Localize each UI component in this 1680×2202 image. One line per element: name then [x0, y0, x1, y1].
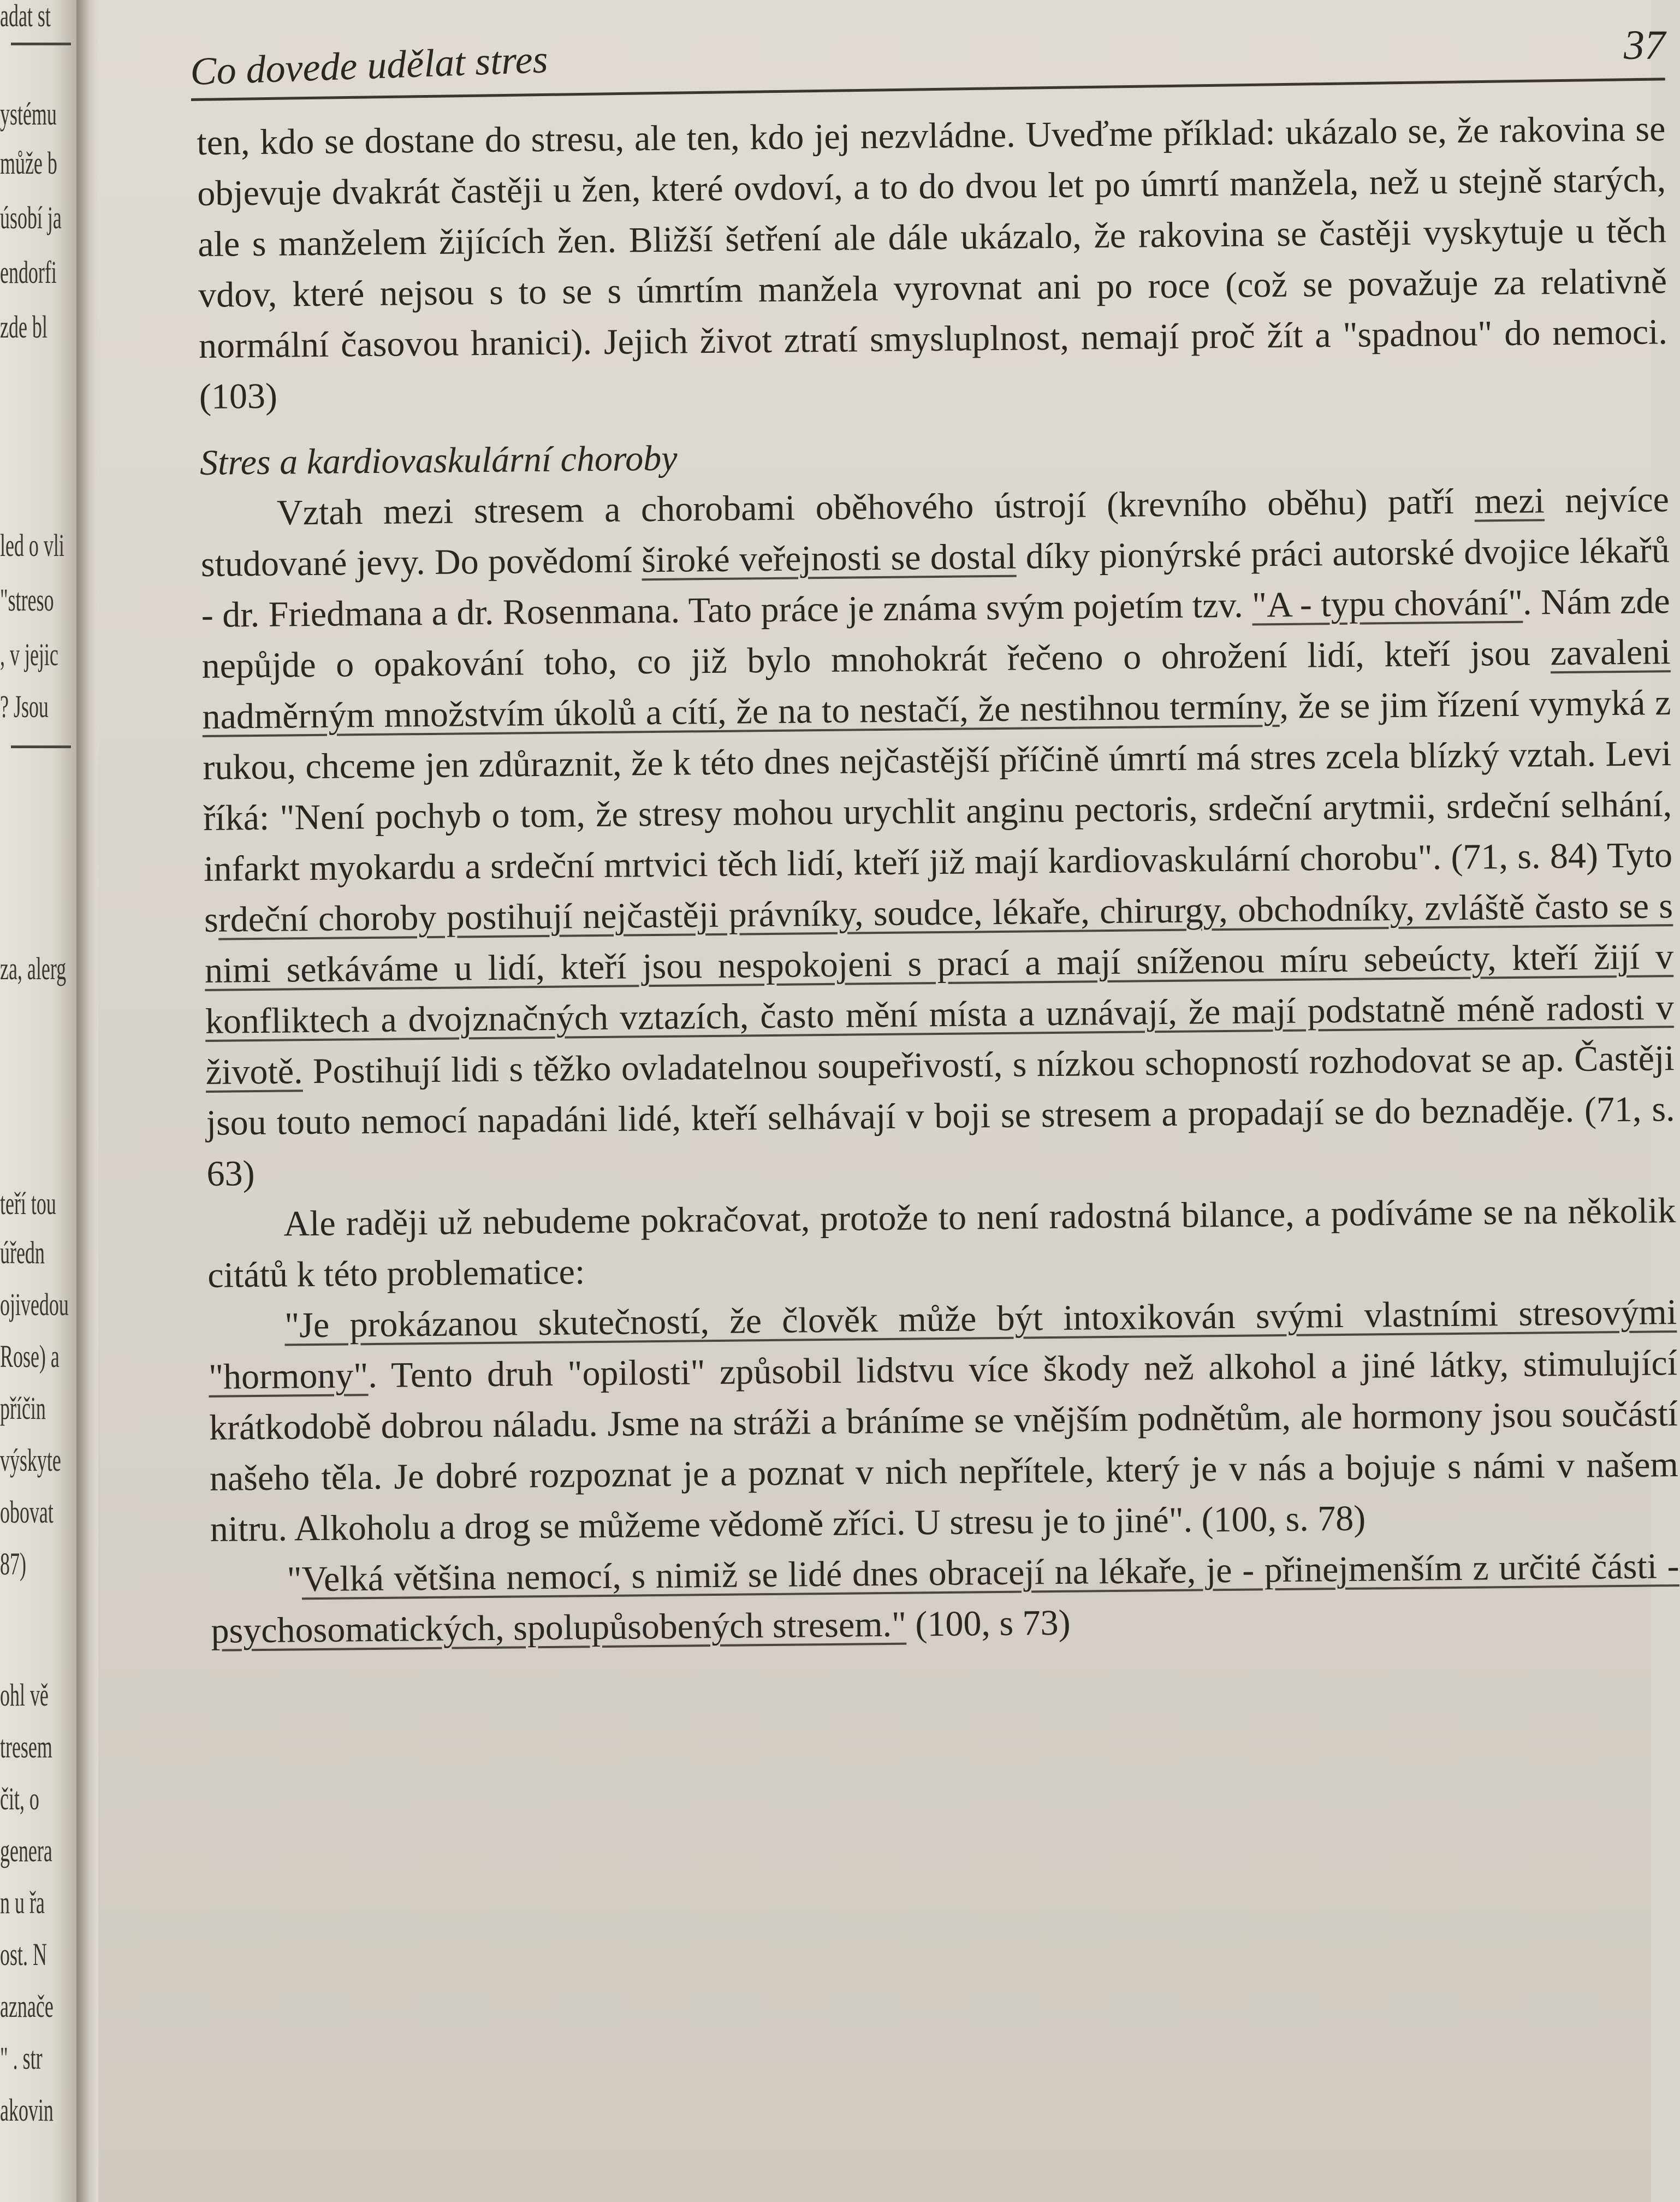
quotation — [208, 1287, 1679, 1555]
text-run: díky pionýrské práci autorské dvojice lékařů - dr. Friedmana a dr. Rosenmana. Tato práce je známa svým pojetím tzv. — [201, 530, 1670, 635]
quotation — [210, 1541, 1680, 1656]
left-page-fragment: obovat — [0, 1494, 54, 1530]
left-page-fragment: led o vli — [0, 528, 64, 563]
text-run: . Nám zde nepůjde o opakování toho, co již bylo mnohokrát řečeno o ohrožení lidí, kteří jsou — [201, 581, 1670, 686]
left-page-fragment: za, alerg — [0, 951, 67, 986]
page-header — [191, 22, 1665, 104]
left-page-fragment: ? Jsou — [0, 689, 49, 724]
left-page-fragment: n u řa — [0, 1885, 45, 1920]
left-page-fragment: úředn — [0, 1235, 45, 1270]
underlined-text: "A - typu chování" — [1251, 582, 1523, 625]
left-page-fragment: aznače — [0, 1988, 54, 2024]
page-number: 37 — [1624, 22, 1665, 68]
left-page-fragment: čit, o — [0, 1781, 39, 1816]
left-page-fragment: úsobí ja — [0, 200, 62, 235]
left-page-fragment: příčin — [0, 1390, 46, 1426]
text-run: , že se jim řízení vymyká z rukou, chceme jen zdůraznit, že k této dnes nejčastější příčině úmrtí má stres zcela blízký vztah. Levi říká: "Není pochyb o tom, že stresy mohou urychlit anginu pectoris, srdeční arytmii, srdeční selhání, infarkt myokardu a srdeční mrtvici těch lidí, kteří již mají kardiovaskulární chorobu". (71, s. 84) Tyto s — [203, 683, 1673, 940]
left-page-fragment: "streso — [0, 582, 54, 618]
underlined-text: široké veřejnosti se dostal — [641, 536, 1017, 581]
left-page-rule — [11, 745, 71, 748]
left-facing-page — [0, 0, 76, 2202]
left-page-fragment: genera — [0, 1833, 52, 1868]
text-run: . Tento druh "opilosti" způsobil lidstvu více škody než alkohol a jiné látky, stimulující krátkodobě dobrou náladu. Jsme na stráži a bráníme se vnějším podnětům, ale hormony jsou součástí našeho těla. Je dobré rozpoznat je a poznat v nich nepřítele, který je v nás a bojuje s námi v našem nitru. Alkoholu a drog se můžeme vědomě zříci. U stresu je to jiné". (100, s. 78) — [209, 1343, 1679, 1549]
underlined-text: "Je prokázanou skutečností, že člověk může být intoxikován svými vlastními stresovými "hormony" — [208, 1292, 1677, 1397]
paragraph: Ale raději už nebudeme pokračovat, protože to není radostná bilance, a podíváme se na několik citátů k této problematice: — [207, 1191, 1676, 1295]
underlined-text: zavaleni nadměrným množstvím úkolů a cítí, že na to nestačí, že nestihnou termíny — [202, 632, 1671, 737]
left-page-fragment: ost. N — [0, 1937, 47, 1972]
text-run: (100, s 73) — [906, 1602, 1071, 1644]
book-gutter — [76, 0, 98, 2202]
left-page-fragment: ojivedou — [0, 1287, 69, 1322]
paragraph — [200, 474, 1676, 1199]
left-page-fragment: , v jejic — [0, 637, 58, 672]
text-run: " — [287, 1559, 302, 1600]
left-page-fragment: akovin — [0, 2092, 54, 2128]
text-run: nejvíce studované jevy. Do povědomí — [200, 480, 1670, 584]
running-head: Co dovede udělat stres — [189, 37, 549, 94]
left-page-fragment: endorfi — [0, 254, 57, 290]
left-page-fragment: " . str — [0, 2040, 43, 2076]
left-page-fragment: 87) — [0, 1546, 26, 1582]
body-text — [197, 103, 1680, 1656]
left-page-fragment: zde bl — [0, 309, 48, 345]
book-page — [98, 0, 1679, 2202]
text-run: Vztah mezi stresem a chorobami oběhového ústrojí (krevního oběhu) patří — [276, 481, 1475, 533]
left-page-fragment: výskyte — [0, 1442, 61, 1478]
underlined-text: rdeční choroby postihují nejčastěji právníky, soudce, lékaře, chirurgy, obchodníky, zvláště často se s nimi setkáváme u lidí, kteří jsou nespokojeni s prací a mají sníženou míru sebeúcty, kteří žijí v konfliktech a dvojznačných vztazích, často mění místa a uznávají, že mají podstatně méně radosti v životě. — [204, 886, 1675, 1092]
left-page-rule — [11, 43, 71, 45]
text-run: Postihují lidi s těžko ovladatelnou soupeřivostí, s nízkou schopností rozhodovat se ap. Častěji jsou touto nemocí napadáni lidé, kteří selhávají v boji se stresem a propadají se do beznaděje. (71, s. 63) — [206, 1038, 1675, 1194]
paragraph: ten, kdo se dostane do stresu, ale ten, kdo jej nezvládne. Uveďme příklad: ukázalo se, že rakovina se objevuje dvakrát častěji u žen, které ovdoví, a to do dvou let po úmrtí manžela, než u stejně starých, ale s manželem žijících žen. Bližší šetření ale dále ukázalo, že rakovina se častěji vyskytuje u těch vdov, které nejsou s to se s úmrtím manžela vyrovnat ani po roce (což se považuje za relativně normální časovou hranici). Jejich život ztratí smysluplnost, nemají proč žít a "spadnou" do nemoci. (103) — [197, 109, 1668, 417]
left-page-fragment: tresem — [0, 1729, 52, 1765]
underlined-text: mezi — [1474, 481, 1545, 522]
section-heading: Stres a kardiovaskulární choroby — [199, 438, 678, 483]
left-page-fragment: ohl vě — [0, 1677, 49, 1713]
left-page-fragment: může b — [0, 145, 57, 181]
left-page-fragment: Rose) a — [0, 1339, 60, 1374]
left-page-fragment: adat st — [0, 0, 51, 33]
left-page-fragment: teří tou — [0, 1186, 56, 1221]
left-page-fragment: ystému — [0, 96, 57, 132]
underlined-text: Velká většina nemocí, s nimiž se lidé dnes obracejí na lékaře, je - přinejmenším z určité části - psychosomatických, spolupůsobených stresem." — [211, 1546, 1679, 1651]
